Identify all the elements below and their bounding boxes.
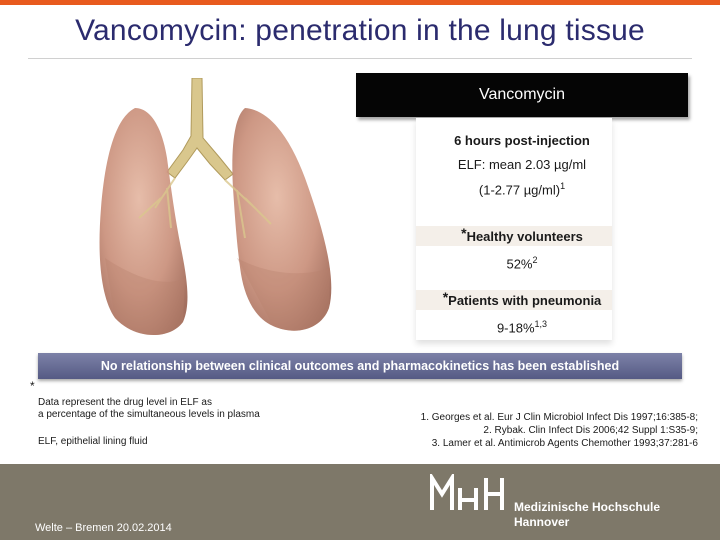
institution-line2: Hannover [514,515,570,529]
slide-title: Vancomycin: penetration in the lung tissue [75,14,645,47]
pneumonia-label [356,289,688,309]
healthy-ref: 2 [532,255,538,265]
presenter-date: Welte – Bremen 20.02.2014 [35,522,172,534]
drug-header: Vancomycin [356,73,688,117]
elf-range-ref: 1 [560,181,566,191]
footnote-line1: Data represent the drug level in ELF as [38,397,212,408]
healthy-label-text: Healthy volunteers [466,229,583,244]
healthy-value-text: 52% [506,256,533,272]
pneumonia-value [356,319,688,335]
elf-range-value: (1-2.77 µg/ml) [478,182,561,198]
top-accent-bar [0,0,720,5]
healthy-value [356,255,688,271]
reference-2: 2. Rybak. Clin Infect Dis 2006;42 Suppl 1:S35-9; [483,425,698,436]
reference-3: 3. Lamer et al. Antimicrob Agents Chemother 1993;37:281-6 [431,438,698,449]
institution-name [514,500,660,530]
reference-1: 1. Georges et al. Eur J Clin Microbiol Infect Dis 1997;16:385-8; [420,412,698,423]
lung-illustration [95,78,345,368]
healthy-label [356,225,688,245]
footer-bar [0,464,720,540]
mhh-logo-icon [428,474,508,514]
pneumonia-star: * [442,289,449,305]
title-divider [28,58,692,59]
post-injection-label: 6 hours post-injection [454,133,590,148]
conclusion-banner: No relationship between clinical outcomes and pharmacokinetics has been established [38,353,682,379]
references [360,411,698,450]
footnote-line2: a percentage of the simultaneous levels in plasma [38,409,260,420]
pneumonia-ref: 1,3 [534,319,548,329]
footnote-star: * [30,379,35,393]
elf-mean: ELF: mean 2.03 µg/ml [457,157,587,172]
elf-range [356,181,688,197]
pneumonia-label-text: Patients with pneumonia [448,293,602,308]
pneumonia-value-text: 9-18% [496,320,535,336]
healthy-star: * [461,225,467,241]
institution-line1: Medizinische Hochschule [514,500,661,514]
footnote-abbrev: ELF, epithelial lining fluid [38,436,148,447]
